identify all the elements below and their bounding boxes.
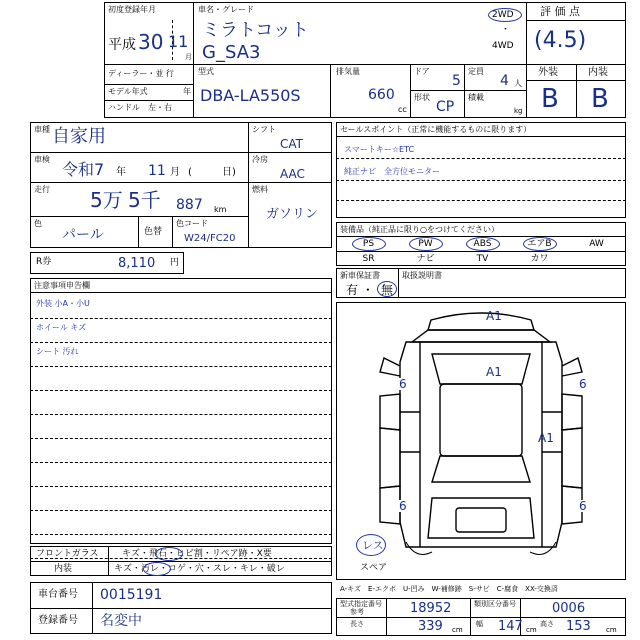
capacity-label: 定員: [468, 67, 484, 76]
aircon-value: AAC: [280, 167, 305, 181]
use-label: 車種: [34, 125, 50, 134]
equipment-circle-2: [466, 237, 500, 251]
reg-year-value: 30: [138, 30, 164, 54]
exterior-label: 外装: [538, 67, 558, 78]
dealer-label: ディーラー・並 行: [108, 69, 174, 78]
damage-mark-5: 6: [576, 378, 590, 390]
shaken-era: 令和7: [62, 160, 105, 179]
right-door-panel: [562, 428, 582, 488]
left-front-fender: [380, 394, 400, 430]
color-code-value: W24/FC20: [184, 233, 236, 244]
spare-value: レス: [362, 539, 384, 552]
damage-mark-4: 6: [396, 378, 410, 390]
windshield-label: フロントガラス: [36, 549, 99, 559]
katashiki-label: 型式: [198, 67, 214, 76]
equipment-item-row1-3: エアB: [527, 239, 552, 249]
equipment-item-row1-2: ABS: [473, 239, 492, 249]
exterior-grade: B: [541, 84, 559, 114]
damage-mark-7: 6: [576, 500, 590, 512]
class-value: 0006: [552, 601, 586, 616]
damage-mark-3: A1: [538, 431, 554, 445]
length-unit: cm: [452, 626, 463, 634]
sales-point-line-2: 純正ナビ 全方位モニター: [344, 167, 440, 176]
interior-label: 内装: [588, 67, 608, 78]
handle-label: ハンドル 左・右: [108, 103, 172, 112]
windshield-items: キズ・飛石・ヒビ割・リペア跡・X要: [122, 549, 272, 559]
manual-label: 取扱説明書: [402, 271, 442, 280]
door-value: 5: [452, 73, 461, 89]
reg-month-value: 11: [168, 32, 189, 51]
damage-legend: A-キズ E-エクボ U-凹み W-補修跡 S-サビ C-腐食 XX-交換済: [340, 585, 558, 593]
notes-line-2: ホイール キズ: [36, 323, 87, 332]
ref-label: 参考: [350, 608, 364, 616]
drive-dot: ・: [501, 25, 511, 35]
shaken-year-unit: 年: [116, 167, 126, 178]
shaken-day-open: (: [188, 167, 192, 178]
shaken-month: 11: [148, 163, 166, 179]
guarantee-present: 有 ・: [346, 283, 374, 297]
equipment-item-row2-2: TV: [476, 254, 489, 264]
windshield-circle: [155, 547, 183, 561]
car-tail-box: [456, 508, 506, 532]
recycle-amount: 8,110: [118, 256, 156, 271]
shaken-day-close: 日): [222, 167, 236, 178]
fuel-label: 燃料: [252, 185, 268, 194]
cc-unit: cc: [398, 105, 407, 114]
equipment-item-row1-4: AW: [589, 239, 604, 249]
load-label: 積載: [468, 93, 484, 102]
recycle-label: R券: [36, 257, 52, 267]
right-mirror: [562, 358, 582, 376]
equipment-item-row2-0: SR: [362, 254, 375, 264]
color-change-label: 色替: [144, 227, 163, 237]
height-unit: cm: [606, 626, 617, 634]
mileage-rest: 887: [176, 197, 203, 213]
front-wheel-arch-right: [530, 542, 556, 554]
height-label: 高さ: [540, 620, 554, 628]
notes-label: 注意事項申告欄: [34, 281, 90, 290]
eval-score: (4.5): [534, 28, 587, 53]
car-rear-window: [432, 456, 530, 482]
damage-mark-2: A1: [486, 365, 502, 379]
notes-line-3: シート 汚れ: [36, 347, 79, 356]
shaken-label: 車検: [34, 155, 50, 164]
capacity-unit: 人: [514, 79, 522, 88]
width-unit: cm: [526, 626, 537, 634]
length-label: 長さ: [350, 620, 364, 628]
interior-row-label: 内装: [54, 564, 73, 574]
shaken-month-unit: 月: [170, 167, 180, 178]
width-value: 147: [498, 619, 523, 634]
drive-4wd: 4WD: [492, 41, 514, 51]
car-name-value: ミラトコット: [202, 20, 309, 41]
model-year-label: モデル年式: [108, 87, 148, 96]
reg-year-label: 初度登録年月: [108, 5, 156, 14]
damage-mark-1: A1: [486, 309, 502, 323]
equipment-label: 装備品（純正品に限り○をつけてください）: [340, 225, 499, 234]
equipment-circle-1: [409, 237, 443, 251]
aircon-label: 冷房: [252, 155, 268, 164]
recycle-unit: 円: [170, 258, 180, 268]
shift-value: CAT: [280, 137, 303, 151]
displacement-value: 660: [368, 87, 395, 103]
use-value: 自家用: [52, 126, 106, 147]
width-label: 幅: [476, 620, 483, 628]
interior-row-circle: [143, 562, 171, 576]
recycle-section: [30, 252, 184, 274]
equipment-circle-0: [352, 237, 386, 251]
guarantee-circle: [377, 281, 397, 297]
color-label: 色: [34, 219, 42, 228]
sales-point-line-1: スマートキー☆ETC: [344, 145, 415, 154]
shift-label: シフト: [252, 125, 276, 134]
registration-label: 登録番号: [38, 615, 78, 626]
car-hood: [412, 330, 550, 342]
model-cert-value: 18952: [410, 601, 452, 616]
model-cert-label: 型式指定番号: [340, 600, 382, 608]
grade-value: G_SA3: [202, 42, 261, 63]
registration-value: 名変中: [100, 613, 142, 629]
car-windshield: [432, 354, 530, 384]
mileage-sen: 5千: [128, 188, 161, 212]
displacement-label: 排気量: [336, 67, 360, 76]
front-wheel-arch-left: [406, 542, 432, 554]
shape-value: CP: [436, 99, 455, 115]
model-year-unit: 年: [183, 87, 191, 96]
left-mirror: [380, 358, 400, 376]
chassis-value: 0015191: [100, 587, 163, 603]
chassis-label: 車台番号: [38, 589, 78, 600]
eval-label: 評 価 点: [540, 5, 580, 18]
equipment-item-row2-1: ナビ: [416, 254, 435, 264]
shape-label: 形状: [414, 93, 430, 102]
length-value: 339: [418, 619, 443, 634]
sales-point-label: セールスポイント（正常に機能するものに限ります）: [340, 125, 532, 134]
km-unit: km: [214, 205, 227, 214]
katashiki-value: DBA-LA550S: [200, 86, 301, 105]
interior-row-items: キズ・汚レ・コゲ・穴・スレ・キレ・破レ: [114, 564, 285, 574]
equipment-item-row2-3: カワ: [530, 254, 549, 264]
damage-mark-6: 6: [396, 500, 410, 512]
door-label: ドア: [414, 67, 430, 76]
equipment-item-row1-0: PS: [362, 239, 375, 249]
left-door-panel: [380, 428, 400, 488]
car-front-bumper: [428, 313, 534, 330]
drive-2wd: 2WD: [492, 10, 514, 20]
color-value: パール: [62, 227, 104, 243]
era-label: 平成: [108, 37, 136, 53]
guarantee-label: 新車保証書: [340, 271, 380, 280]
height-value: 153: [566, 619, 591, 634]
right-front-fender: [562, 394, 582, 430]
class-label: 類別区分番号: [474, 600, 516, 608]
equipment-item-row1-1: PW: [418, 239, 433, 249]
car-name-label: 車名・グレード: [198, 5, 254, 14]
month-unit: 月: [185, 53, 192, 61]
notes-line-1: 外装 小A・小U: [36, 299, 90, 308]
spare-label: スペア: [360, 563, 388, 573]
kg-unit: kg: [514, 107, 523, 115]
fuel-value: ガソリン: [266, 207, 319, 222]
mileage-label: 走行: [34, 185, 50, 194]
equipment-circle-3: [523, 237, 557, 251]
car-roof: [440, 384, 522, 456]
guarantee-absent: 無: [381, 283, 394, 297]
mileage-man: 5万: [90, 188, 123, 212]
color-code-label: 色コード: [176, 219, 208, 228]
interior-grade: B: [591, 84, 609, 114]
capacity-value: 4: [500, 73, 509, 89]
